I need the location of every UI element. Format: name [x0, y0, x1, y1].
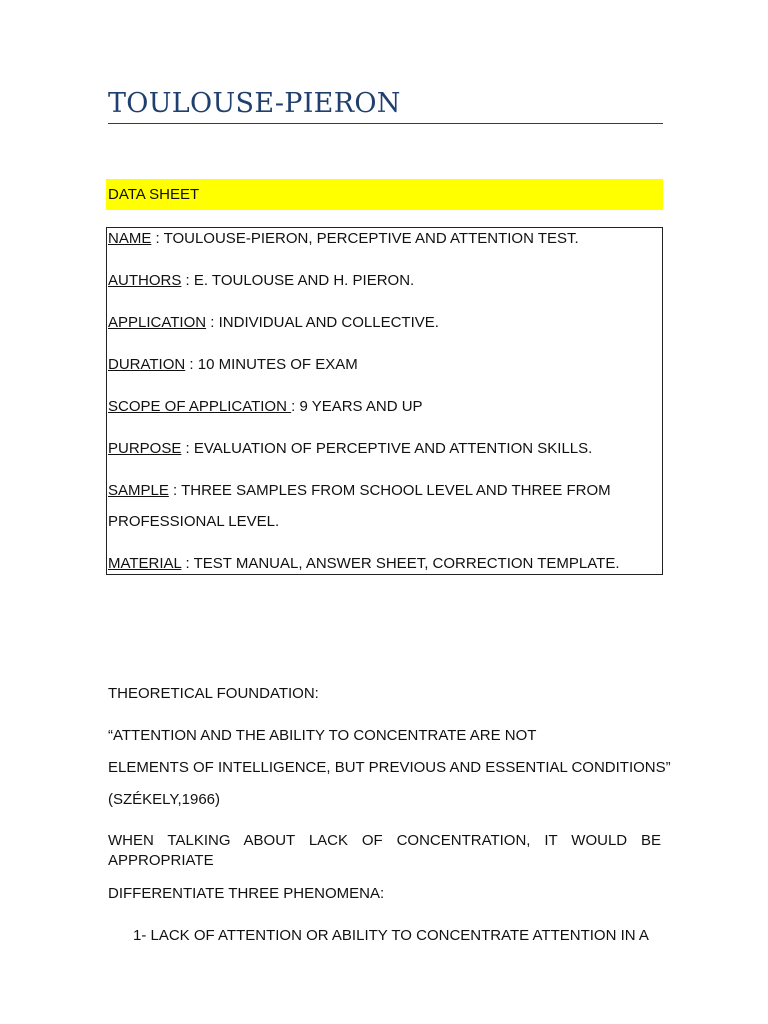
field-separator: :	[291, 398, 300, 415]
field-material	[108, 555, 620, 573]
field-purpose	[108, 440, 592, 458]
field-value: EVALUATION OF PERCEPTIVE AND ATTENTION SKILLS.	[193, 440, 593, 457]
field-label: MATERIAL	[108, 555, 182, 572]
field-value: E. TOULOUSE AND H. PIERON.	[193, 272, 415, 289]
field-separator: :	[168, 482, 182, 499]
field-value: 9 YEARS AND UP	[299, 398, 423, 415]
paragraph-line-2: APPROPRIATE	[108, 852, 214, 869]
field-value: 10 MINUTES OF EXAM	[197, 356, 358, 373]
field-label: NAME	[108, 230, 152, 247]
paragraph-concentration	[108, 831, 661, 871]
data-sheet-label: DATA SHEET	[108, 186, 200, 203]
field-duration	[108, 356, 358, 374]
quote-citation: (SZÉKELY,1966)	[108, 791, 221, 808]
field-label: DURATION	[108, 356, 186, 373]
paragraph-line-1: WHEN TALKING ABOUT LACK OF CONCENTRATION, IT WOULD BE	[108, 832, 661, 849]
field-value: TEST MANUAL, ANSWER SHEET, CORRECTION TEMPLATE.	[193, 555, 620, 572]
field-label: SCOPE OF APPLICATION	[108, 398, 292, 415]
field-separator: :	[181, 555, 194, 572]
field-sample-continuation: PROFESSIONAL LEVEL.	[108, 513, 280, 530]
document-title: TOULOUSE-PIERON	[108, 88, 401, 119]
field-label: AUTHORS	[108, 272, 182, 289]
field-label: APPLICATION	[108, 314, 207, 331]
field-separator: :	[181, 440, 194, 457]
differentiate-line: DIFFERENTIATE THREE PHENOMENA:	[108, 885, 385, 902]
list-item-1: 1- LACK OF ATTENTION OR ABILITY TO CONCENTRATE ATTENTION IN A	[133, 927, 649, 944]
title-underline-rule	[108, 123, 663, 124]
theoretical-heading: THEORETICAL FOUNDATION:	[108, 685, 319, 702]
field-value: THREE SAMPLES FROM SCHOOL LEVEL AND THREE FROM	[181, 482, 611, 499]
field-separator: :	[151, 230, 164, 247]
field-separator: :	[206, 314, 219, 331]
quote-line-2: ELEMENTS OF INTELLIGENCE, BUT PREVIOUS AND ESSENTIAL CONDITIONS”	[108, 759, 671, 776]
field-application	[108, 314, 439, 332]
field-scope	[108, 398, 423, 416]
field-label: PURPOSE	[108, 440, 182, 457]
quote-line-1: “ATTENTION AND THE ABILITY TO CONCENTRATE ARE NOT	[108, 727, 537, 744]
field-value: INDIVIDUAL AND COLLECTIVE.	[218, 314, 439, 331]
field-value: TOULOUSE-PIERON, PERCEPTIVE AND ATTENTION TEST.	[163, 230, 579, 247]
field-separator: :	[185, 356, 198, 373]
field-sample	[108, 482, 611, 500]
field-name	[108, 230, 579, 248]
field-separator: :	[181, 272, 194, 289]
field-label: SAMPLE	[108, 482, 169, 499]
field-authors	[108, 272, 414, 290]
